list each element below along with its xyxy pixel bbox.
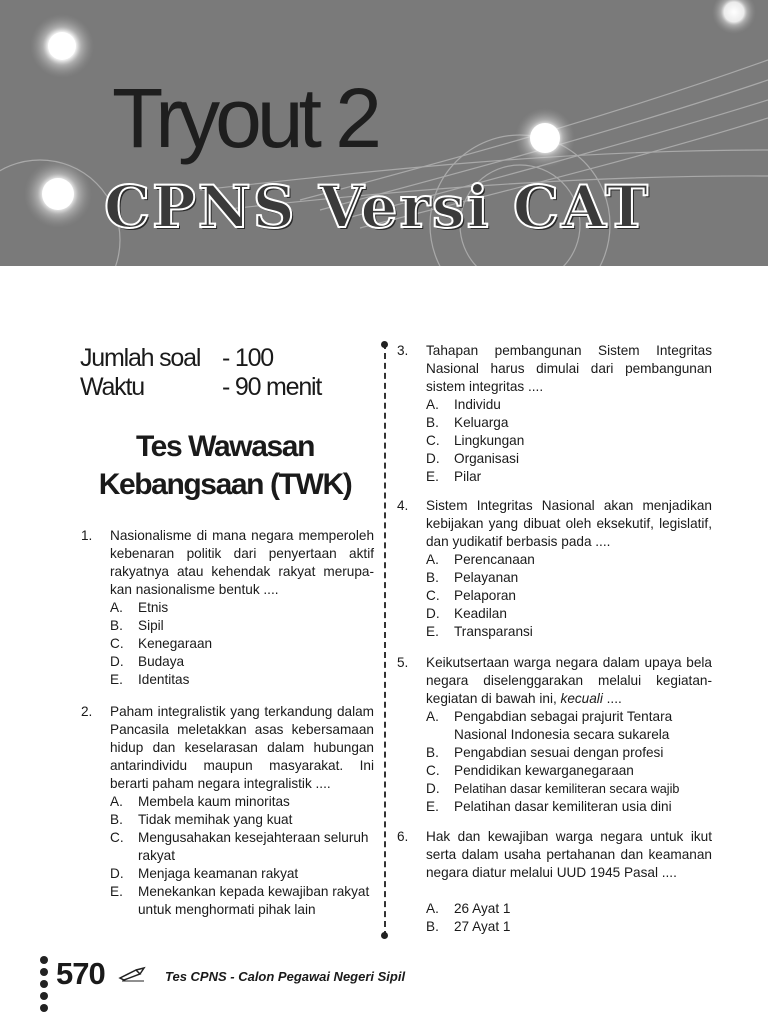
header-banner [0, 0, 768, 266]
divider-dot-top [381, 341, 388, 348]
question-stem: Nasionalisme di mana negara memperoleh kebenaran politik dari penyertaan aktif rakyatnya atau kehendak rakyat merupa-kan nasionalisme bentuk .... [110, 528, 374, 597]
footer-text: Tes CPNS - Calon Pegawai Negeri Sipil [165, 969, 406, 984]
question-stem: Sistem Integritas Nasional akan menjadikan kebijakan yang dibuat oleh eksekutif, legislatif, dan yudikatif berbasis pada .... [426, 498, 712, 549]
page-number: 570 [56, 956, 105, 991]
question-number: 3. [397, 343, 409, 358]
question-stem: Paham integralistik yang terkandung dalam Pancasila meletakkan asas kebersamaan hidup dan keselarasan dalam hubungan antarindividu maupun masyarakat. Ini berarti paham negara integralistik .... [110, 704, 374, 791]
question-number: 6. [397, 829, 409, 844]
question-stem: Tahapan pembangunan Sistem Integritas Nasional harus dimulai dari pembangunan sistem integritas .... [426, 343, 712, 394]
divider-dot-bottom [381, 932, 388, 939]
column-divider [384, 343, 386, 937]
meta-jumlah-value: - 100 [222, 344, 273, 372]
pen-icon [118, 966, 148, 982]
question-number: 4. [397, 498, 409, 513]
section-title-line1: Tes Wawasan [135, 430, 314, 463]
footer-dots [40, 956, 48, 1016]
question-stem: Keikutsertaan warga negara dalam upaya bela negara diselenggarakan melalui kegiatan-kegiatan di bawah ini, kecuali .... [426, 655, 712, 706]
section-title [60, 428, 390, 504]
meta-jumlah-label: Jumlah soal [80, 344, 201, 372]
question-number: 5. [397, 655, 409, 670]
meta-waktu [80, 373, 322, 401]
question-number: 1. [81, 528, 93, 543]
question-number: 2. [81, 704, 93, 719]
meta-jumlah-soal [80, 344, 273, 372]
meta-waktu-label: Waktu [80, 373, 144, 401]
meta-waktu-value: - 90 menit [222, 373, 322, 401]
banner-subtitle: CPNS Versi CAT [104, 173, 651, 241]
banner-title: Tryout 2 [112, 71, 377, 165]
section-title-line2: Kebangsaan (TWK) [98, 468, 352, 501]
question-stem: Hak dan kewajiban warga negara untuk ikut serta dalam usaha pertahanan dan keamanan negara diatur melalui UUD 1945 Pasal .... [426, 829, 712, 880]
